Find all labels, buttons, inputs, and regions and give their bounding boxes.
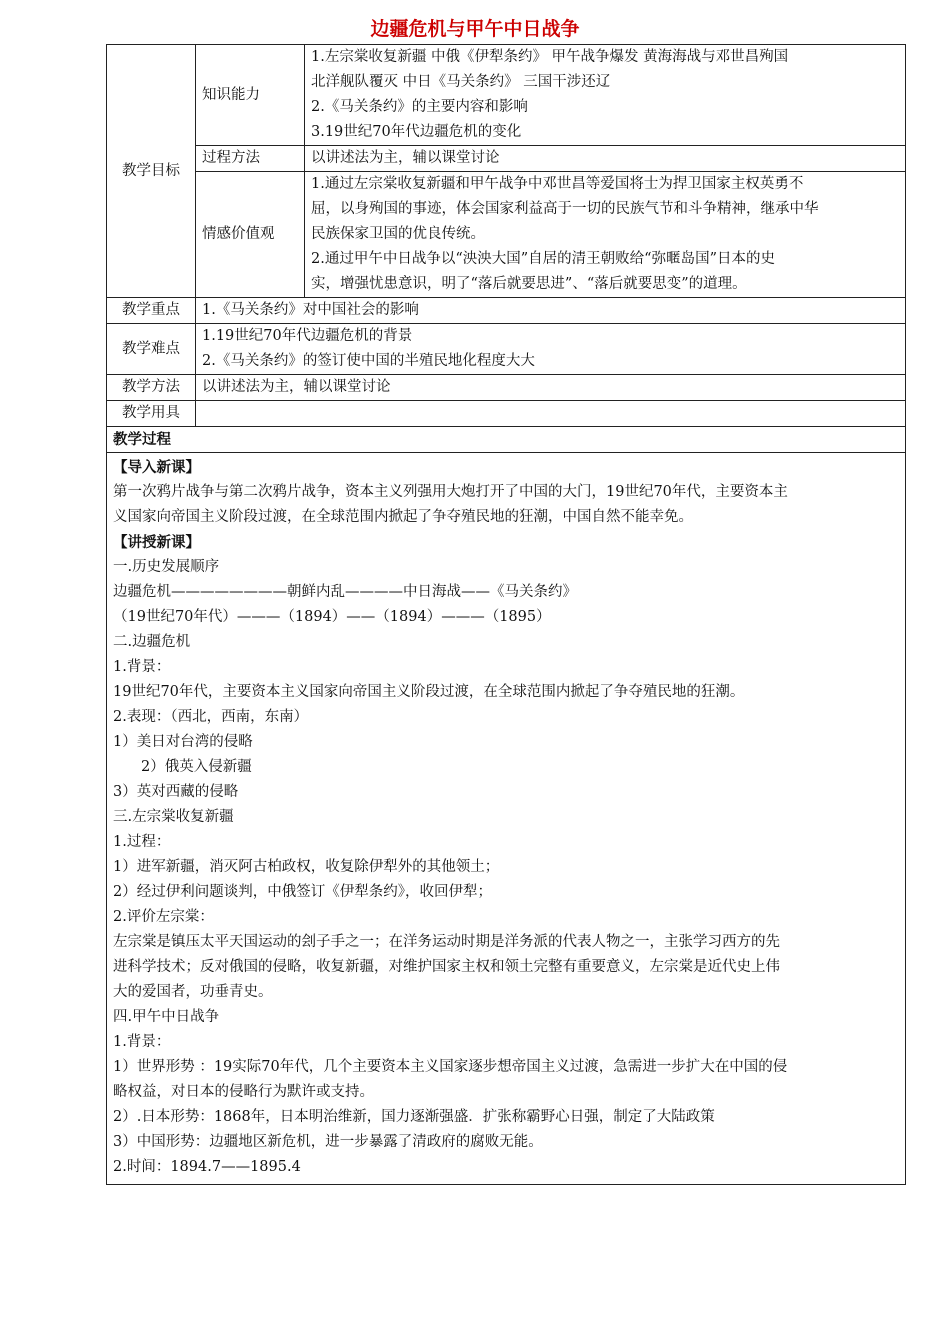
method-label: 教学方法 bbox=[107, 375, 196, 401]
knowledge-line: 北洋舰队覆灭 中日《马关条约》 三国干涉还辽 bbox=[311, 74, 611, 90]
process-line: 1.过程： bbox=[113, 834, 171, 850]
emotion-label: 情感价值观 bbox=[196, 172, 305, 298]
page-title: 边疆危机与甲午中日战争 bbox=[370, 18, 580, 40]
goals-knowledge-row bbox=[107, 45, 906, 146]
knowledge-content bbox=[305, 45, 906, 146]
goals-label: 教学目标 bbox=[107, 45, 196, 298]
process-line: 2.评价左宗棠： bbox=[113, 909, 214, 925]
tools-label: 教学用具 bbox=[107, 401, 196, 427]
process-line: 3）中国形势：边疆地区新危机，进一步暴露了清政府的腐败无能。 bbox=[113, 1134, 543, 1150]
method-content: 以讲述法为主，辅以课堂讨论 bbox=[196, 375, 906, 401]
process-line: （19世纪70年代）———（1894）——（1894）———（1895） bbox=[113, 609, 551, 625]
process-line: 3）英对西藏的侵略 bbox=[113, 784, 239, 800]
difficulty-content bbox=[196, 324, 906, 375]
knowledge-line: 3.19世纪70年代边疆危机的变化 bbox=[311, 124, 522, 140]
key-point-row bbox=[107, 298, 906, 324]
process-line: 左宗棠是镇压太平天国运动的刽子手之一；在洋务运动时期是洋务派的代表人物之一，主张学习西方的先 bbox=[113, 934, 780, 950]
method-row bbox=[107, 375, 906, 401]
key-point-label: 教学重点 bbox=[107, 298, 196, 324]
process-body-row bbox=[107, 453, 906, 1185]
process-line: 1.背景： bbox=[113, 659, 171, 675]
difficulty-line: 1.19世纪70年代边疆危机的背景 bbox=[202, 328, 413, 344]
process-line: 2）俄英入侵新疆 bbox=[141, 759, 252, 775]
knowledge-line: 2.《马关条约》的主要内容和影响 bbox=[311, 99, 528, 115]
emotion-line: 实，增强忧患意识，明了“落后就要思进”、“落后就要思变”的道理。 bbox=[311, 276, 747, 292]
tools-content bbox=[196, 401, 906, 427]
emotion-line: 屈，以身殉国的事迹，体会国家利益高于一切的民族气节和斗争精神，继承中华 bbox=[311, 201, 819, 217]
emotion-line: 1.通过左宗棠收复新疆和甲午战争中邓世昌等爱国将士为捍卫国家主权英勇不 bbox=[311, 176, 804, 192]
process-line: 二.边疆危机 bbox=[113, 634, 191, 650]
process-line: 1）美日对台湾的侵略 bbox=[113, 734, 253, 750]
difficulty-label: 教学难点 bbox=[107, 324, 196, 375]
process-line: 义国家向帝国主义阶段过渡，在全球范围内掀起了争夺殖民地的狂潮，中国自然不能幸免。 bbox=[113, 509, 693, 525]
process-line: 第一次鸦片战争与第二次鸦片战争，资本主义列强用大炮打开了中国的大门，19世纪70年代，主要资本主 bbox=[113, 484, 788, 500]
emotion-line: 民族保家卫国的优良传统。 bbox=[311, 226, 485, 242]
emotion-content bbox=[305, 172, 906, 298]
process-line: 大的爱国者，功垂青史。 bbox=[113, 984, 273, 1000]
goals-process-row bbox=[107, 146, 906, 172]
goals-emotion-row bbox=[107, 172, 906, 298]
process-line: 1）进军新疆，消灭阿古柏政权，收复除伊犁外的其他领土； bbox=[113, 859, 500, 875]
process-line: 2.时间：1894.7——1895.4 bbox=[113, 1159, 301, 1175]
difficulty-line: 2.《马关条约》的签订使中国的半殖民地化程度大大 bbox=[202, 353, 535, 369]
knowledge-line: 1.左宗棠收复新疆 中俄《伊犁条约》 甲午战争爆发 黄海海战与邓世昌殉国 bbox=[311, 49, 789, 65]
process-body bbox=[107, 453, 906, 1185]
difficulty-row bbox=[107, 324, 906, 375]
process-line: 进科学技术；反对俄国的侵略，收复新疆，对维护国家主权和领土完整有重要意义，左宗棠是近代史上伟 bbox=[113, 959, 780, 975]
process-line: 三.左宗棠收复新疆 bbox=[113, 809, 234, 825]
key-point-content: 1.《马关条约》对中国社会的影响 bbox=[196, 298, 906, 324]
process-title-row bbox=[107, 427, 906, 453]
emotion-line: 2.通过甲午中日战争以“泱泱大国”自居的清王朝败给“弥暱岛国”日本的史 bbox=[311, 251, 775, 267]
process-line: 一.历史发展顺序 bbox=[113, 559, 220, 575]
process-content: 以讲述法为主，辅以课堂讨论 bbox=[305, 146, 906, 172]
section-heading: 【导入新课】 bbox=[113, 459, 200, 476]
process-label: 过程方法 bbox=[196, 146, 305, 172]
process-line: 2）经过伊利问题谈判，中俄签订《伊犁条约》，收回伊犁； bbox=[113, 884, 492, 900]
lesson-plan-table bbox=[106, 44, 906, 1185]
process-line: 边疆危机————————朝鲜内乱————中日海战——《马关条约》 bbox=[113, 584, 577, 600]
process-line: 四.甲午中日战争 bbox=[113, 1009, 220, 1025]
tools-row bbox=[107, 401, 906, 427]
process-title: 教学过程 bbox=[107, 427, 906, 453]
knowledge-label: 知识能力 bbox=[196, 45, 305, 146]
process-line: 2）.日本形势：1868年，日本明治维新，国力逐渐强盛．扩张称霸野心日强，制定了大陆政策 bbox=[113, 1109, 715, 1125]
process-line: 1）世界形势 ：19实际70年代，几个主要资本主义国家逐步想帝国主义过渡，急需进一步扩大在中国的侵 bbox=[113, 1059, 788, 1075]
process-line: 1.背景： bbox=[113, 1034, 171, 1050]
process-line: 2.表现：（西北，西南，东南） bbox=[113, 709, 309, 725]
process-line: 略权益，对日本的侵略行为默许或支持。 bbox=[113, 1084, 374, 1100]
section-heading: 【讲授新课】 bbox=[113, 534, 200, 551]
process-line: 19世纪70年代，主要资本主义国家向帝国主义阶段过渡，在全球范围内掀起了争夺殖民地的狂潮。 bbox=[113, 684, 745, 700]
